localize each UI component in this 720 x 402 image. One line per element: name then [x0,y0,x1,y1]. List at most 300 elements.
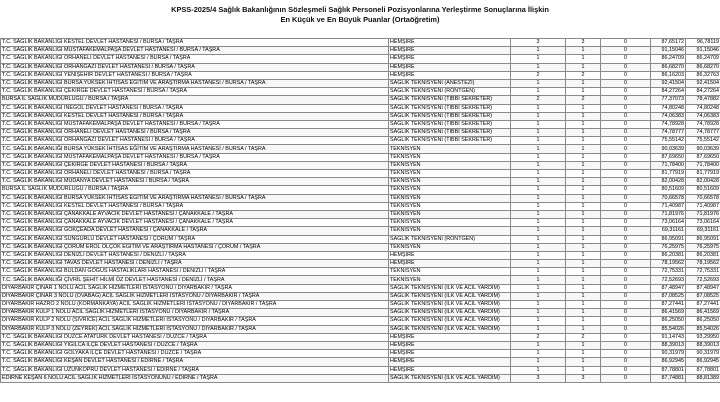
table-row [1,129,720,137]
max-score-cell: 80,51609 [686,186,720,194]
empty-cell: 0 [601,88,651,96]
empty-cell: 0 [601,276,651,284]
table-row [1,71,720,79]
table-row [1,276,720,284]
table-row [1,137,720,145]
institution-cell: T.C. SAĞLIK BAKANLIĞI ORHANELİ DEVLET HASTANESİ / BURSA / TAŞRA [1,170,389,178]
max-score-cell: 78,47882 [686,96,720,104]
min-score-cell: 87,74881 [651,374,686,382]
institution-cell: T.C. SAĞLIK BAKANLIĞI MUDANYA DEVLET HASTANESİ / BURSA / TAŞRA [1,178,389,186]
min-score-cell: 92,41504 [651,79,686,87]
placed-cell: 1 [566,79,601,87]
institution-cell: T.C. SAĞLIK BAKANLIĞI SUNGURLU DEVLET HASTANESİ / ÇORUM / TAŞRA [1,235,389,243]
min-score-cell: 72,75331 [651,268,686,276]
placed-cell: 1 [566,120,601,128]
min-score-cell: 81,77919 [651,170,686,178]
title-cell: SAĞLIK TEKNİSYENİ (İLK VE ACİL YARDIM) [389,284,511,292]
max-score-cell: 71,78400 [686,161,720,169]
institution-cell: T.C. SAĞLIK BAKANLIĞI DÜZCE ATATÜRK DEVLET HASTANESİ / DÜZCE / TAŞRA [1,333,389,341]
empty-cell: 0 [601,243,651,251]
table-row [1,170,720,178]
table-row [1,178,720,186]
empty-cell: 0 [601,333,651,341]
min-score-cell: 69,31161 [651,227,686,235]
quota-cell: 1 [511,309,566,317]
title-cell: TEKNİSYEN [389,210,511,218]
empty-cell: 0 [601,284,651,292]
title-cell: SAĞLIK TEKNİSYENİ (RÖNTGEN) [389,88,511,96]
max-score-cell: 88,39013 [686,341,720,349]
title-cell: HEMŞİRE [389,251,511,259]
min-score-cell: 73,06164 [651,219,686,227]
title-cell: TEKNİSYEN [389,161,511,169]
max-score-cell: 71,81976 [686,210,720,218]
table-row [1,260,720,268]
title-cell: TEKNİSYEN [389,268,511,276]
table-row [1,63,720,71]
title-cell: SAĞLIK TEKNİSYENİ (İLK VE ACİL YARDIM) [389,309,511,317]
table-row [1,333,720,341]
title-cell: HEMŞİRE [389,366,511,374]
max-score-cell: 87,69650 [686,153,720,161]
quota-cell: 1 [511,145,566,153]
quota-cell: 2 [511,96,566,104]
quota-cell: 1 [511,88,566,96]
min-score-cell: 87,27441 [651,301,686,309]
quota-cell: 1 [511,170,566,178]
max-score-cell: 81,77919 [686,170,720,178]
institution-cell: DİYARBAKIR KULP 2 NOLU (SİVRİCE) ACİL SAĞLIK HİZMETLERİ İSTASYONU / DİYARBAKIR / TAŞRA [1,317,389,325]
title-cell: HEMŞİRE [389,39,511,47]
title-cell: TEKNİSYEN [389,186,511,194]
placed-cell: 1 [566,317,601,325]
min-score-cell: 71,78400 [651,161,686,169]
quota-cell: 1 [511,219,566,227]
min-score-cell: 72,52693 [651,276,686,284]
title-cell: SAĞLIK TEKNİSYENİ (İLK VE ACİL YARDIM) [389,374,511,382]
empty-cell: 0 [601,170,651,178]
max-score-cell: 87,08525 [686,292,720,300]
page-title: KPSS-2025/4 Sağlık Bakanlığının Sözleşmeli Sağlık Personeli Pozisyonlarına Yerleştirme Sonuçlarına İlişkin [171,5,549,14]
quota-cell: 3 [511,374,566,382]
quota-cell: 1 [511,137,566,145]
quota-cell: 1 [511,276,566,284]
placed-cell: 1 [566,194,601,202]
table-row [1,251,720,259]
quota-cell: 1 [511,63,566,71]
table-row [1,325,720,333]
quota-cell: 1 [511,186,566,194]
max-score-cell: 70,66578 [686,194,720,202]
table-row [1,292,720,300]
min-score-cell: 71,81976 [651,210,686,218]
empty-cell: 0 [601,374,651,382]
quota-cell: 1 [511,112,566,120]
title-cell: SAĞLIK TEKNİSYENİ (TIBBİ SEKRETER) [389,96,511,104]
institution-cell: T.C. SAĞLIK BAKANLIĞI İNEGÖL DEVLET HASTANESİ / BURSA / TAŞRA [1,104,389,112]
min-score-cell: 84,27264 [651,88,686,96]
min-score-cell: 80,51609 [651,186,686,194]
institution-cell: T.C. SAĞLIK BAKANLIĞI BURSA YÜKSEK İHTİSAS EĞİTİM VE ARAŞTIRMA HASTANESİ / BURSA / TAŞRA [1,145,389,153]
institution-cell: T.C. SAĞLIK BAKANLIĞI DENİZLİ DEVLET HASTANESİ / DENİZLİ / TAŞRA [1,251,389,259]
min-score-cell: 78,19562 [651,260,686,268]
min-score-cell: 91,14743 [651,333,686,341]
table-row [1,268,720,276]
table-row [1,235,720,243]
placed-cell: 1 [566,104,601,112]
quota-cell: 1 [511,341,566,349]
empty-cell: 0 [601,194,651,202]
institution-cell: T.C. SAĞLIK BAKANLIĞI MUSTAFAKEMALPAŞA DEVLET HASTANESİ / BURSA / TAŞRA [1,153,389,161]
quota-cell: 1 [511,79,566,87]
title-cell: TEKNİSYEN [389,243,511,251]
empty-cell: 0 [601,178,651,186]
table-row [1,366,720,374]
empty-cell: 0 [601,251,651,259]
title-cell: HEMŞİRE [389,341,511,349]
max-score-cell: 86,24709 [686,55,720,63]
quota-cell: 1 [511,227,566,235]
max-score-cell: 74,78777 [686,129,720,137]
empty-cell: 0 [601,358,651,366]
min-score-cell: 86,16203 [651,71,686,79]
title-cell: SAĞLIK TEKNİSYENİ (ANESTEZİ) [389,79,511,87]
max-score-cell: 73,06164 [686,219,720,227]
placed-cell: 1 [566,366,601,374]
institution-cell: T.C. SAĞLIK BAKANLIĞI ÇANAKKALE AYVACIK DEVLET HASTANESİ / ÇANAKKALE / TAŞRA [1,219,389,227]
min-score-cell: 86,25050 [651,317,686,325]
placed-cell: 1 [566,243,601,251]
placed-cell: 3 [566,39,601,47]
table-row [1,112,720,120]
title-cell: SAĞLIK TEKNİSYENİ (TIBBİ SEKRETER) [389,112,511,120]
empty-cell: 0 [601,309,651,317]
table-row [1,374,720,382]
min-score-cell: 76,25975 [651,243,686,251]
placed-cell: 1 [566,292,601,300]
max-score-cell: 74,06383 [686,112,720,120]
table-row [1,145,720,153]
title-cell: TEKNİSYEN [389,170,511,178]
placed-cell: 1 [566,276,601,284]
quota-cell: 1 [511,55,566,63]
min-score-cell: 86,95091 [651,235,686,243]
placed-cell: 1 [566,325,601,333]
title-cell: SAĞLIK TEKNİSYENİ (İLK VE ACİL YARDIM) [389,325,511,333]
empty-cell: 0 [601,129,651,137]
min-score-cell: 70,66578 [651,194,686,202]
empty-cell: 0 [601,63,651,71]
institution-cell: BURSA İL SAĞLIK MÜDÜRLÜĞÜ / BURSA / TAŞRA [1,186,389,194]
max-score-cell: 91,15046 [686,47,720,55]
title-cell: SAĞLIK TEKNİSYENİ (İLK VE ACİL YARDIM) [389,317,511,325]
title-cell: HEMŞİRE [389,358,511,366]
table-row [1,39,720,47]
max-score-cell: 76,25975 [686,243,720,251]
placed-cell: 1 [566,251,601,259]
results-table [0,38,720,383]
empty-cell: 0 [601,219,651,227]
empty-cell: 0 [601,325,651,333]
quota-cell: 1 [511,153,566,161]
empty-cell: 0 [601,317,651,325]
title-cell: TEKNİSYEN [389,145,511,153]
placed-cell: 1 [566,268,601,276]
min-score-cell: 88,39013 [651,341,686,349]
max-score-cell: 93,29950 [686,333,720,341]
placed-cell: 1 [566,55,601,63]
min-score-cell: 87,69650 [651,153,686,161]
institution-cell: T.C. SAĞLIK BAKANLIĞI MUSTAFAKEMALPAŞA DEVLET HASTANESİ / BURSA / TAŞRA [1,120,389,128]
title-cell: SAĞLIK TEKNİSYENİ (İLK VE ACİL YARDIM) [389,292,511,300]
placed-cell: 1 [566,153,601,161]
institution-cell: T.C. SAĞLIK BAKANLIĞI YENİŞEHİR DEVLET HASTANESİ / BURSA / TAŞRA [1,71,389,79]
empty-cell: 0 [601,292,651,300]
max-score-cell: 86,32763 [686,71,720,79]
quota-cell: 1 [511,317,566,325]
table-row [1,88,720,96]
max-score-cell: 82,00428 [686,178,720,186]
title-cell: TEKNİSYEN [389,276,511,284]
max-score-cell: 86,95091 [686,235,720,243]
table-row [1,210,720,218]
placed-cell: 1 [566,129,601,137]
max-score-cell: 75,55142 [686,137,720,145]
min-score-cell: 82,00428 [651,178,686,186]
placed-cell: 1 [566,178,601,186]
placed-cell: 1 [566,219,601,227]
empty-cell: 0 [601,210,651,218]
placed-cell: 1 [566,88,601,96]
quota-cell: 1 [511,366,566,374]
institution-cell: T.C. SAĞLIK BAKANLIĞI KESTEL DEVLET HASTANESİ / BURSA / TAŞRA [1,112,389,120]
empty-cell: 0 [601,350,651,358]
max-score-cell: 90,03639 [686,145,720,153]
min-score-cell: 86,24709 [651,55,686,63]
quota-cell: 1 [511,120,566,128]
empty-cell: 0 [601,366,651,374]
title-cell: HEMŞİRE [389,350,511,358]
min-score-cell: 87,65172 [651,39,686,47]
title-cell: SAĞLIK TEKNİSYENİ (İLK VE ACİL YARDIM) [389,301,511,309]
institution-cell: T.C. SAĞLIK BAKANLIĞI ÇİVRİL ŞEHİT HİLMİ ÖZ DEVLET HASTANESİ / DENİZLİ / TAŞRA [1,276,389,284]
placed-cell: 1 [566,341,601,349]
institution-cell: BURSA İL SAĞLIK MÜDÜRLÜĞÜ / BURSA / TAŞRA [1,96,389,104]
institution-cell: T.C. SAĞLIK BAKANLIĞI BULDAN GÖĞÜS HASTALIKLARI HASTANESİ / DENİZLİ / TAŞRA [1,268,389,276]
max-score-cell: 78,19562 [686,260,720,268]
quota-cell: 1 [511,292,566,300]
institution-cell: T.C. SAĞLIK BAKANLIĞI ÇEKİRGE DEVLET HASTANESİ / BURSA / TAŞRA [1,161,389,169]
institution-cell: T.C. SAĞLIK BAKANLIĞI KESTEL DEVLET HASTANESİ / BURSA / TAŞRA [1,39,389,47]
quota-cell: 1 [511,47,566,55]
empty-cell: 0 [601,202,651,210]
max-score-cell: 90,31979 [686,350,720,358]
quota-cell: 2 [511,333,566,341]
min-score-cell: 74,80248 [651,104,686,112]
empty-cell: 0 [601,153,651,161]
institution-cell: DİYARBAKIR HAZRO 2 NOLU (KORMANKAYA) ACİL SAĞLIK HİZMETLERİ İSTASYONU / DİYARBAKIR / TAŞRA [1,301,389,309]
title-cell: HEMŞİRE [389,260,511,268]
placed-cell: 1 [566,186,601,194]
table-body [1,39,720,383]
empty-cell: 0 [601,268,651,276]
title-cell: TEKNİSYEN [389,194,511,202]
institution-cell: T.C. SAĞLIK BAKANLIĞI ORHANGAZİ DEVLET HASTANESİ / BURSA / TAŞRA [1,63,389,71]
table-row [1,194,720,202]
placed-cell: 1 [566,112,601,120]
table-row [1,96,720,104]
title-cell: TEKNİSYEN [389,227,511,235]
min-score-cell: 87,08525 [651,292,686,300]
empty-cell: 0 [601,161,651,169]
empty-cell: 0 [601,39,651,47]
max-score-cell: 69,31161 [686,227,720,235]
table-row [1,153,720,161]
placed-cell: 1 [566,137,601,145]
table-row [1,161,720,169]
institution-cell: T.C. SAĞLIK BAKANLIĞI BURSA YÜKSEK İHTİSAS EĞİTİM VE ARAŞTIRMA HASTANESİ / BURSA / TAŞRA [1,194,389,202]
title-cell: SAĞLIK TEKNİSYENİ (TIBBİ SEKRETER) [389,120,511,128]
title-cell: HEMŞİRE [389,63,511,71]
institution-cell: EDİRNE KEŞAN 6 NOLU ACİL SAĞLIK HİZMETLERİ İSTASYONUNU / EDİRNE / TAŞRA [1,374,389,382]
placed-cell: 1 [566,47,601,55]
quota-cell: 1 [511,104,566,112]
max-score-cell: 74,80248 [686,104,720,112]
max-score-cell: 87,27441 [686,301,720,309]
max-score-cell: 72,52693 [686,276,720,284]
table-row [1,47,720,55]
table-row [1,284,720,292]
quota-cell: 1 [511,301,566,309]
placed-cell: 3 [566,374,601,382]
institution-cell: T.C. SAĞLIK BAKANLIĞI ORHANELİ DEVLET HASTANESİ / BURSA / TAŞRA [1,55,389,63]
quota-cell: 3 [511,39,566,47]
institution-cell: T.C. SAĞLIK BAKANLIĞI KESTEL DEVLET HASTANESİ / BURSA / TAŞRA [1,202,389,210]
title-cell: SAĞLIK TEKNİSYENİ (RÖNTGEN) [389,235,511,243]
institution-cell: T.C. SAĞLIK BAKANLIĞI YIĞILCA İLÇE DEVLET HASTANESİ / DÜZCE / TAŞRA [1,341,389,349]
table-row [1,350,720,358]
empty-cell: 0 [601,71,651,79]
institution-cell: DİYARBAKIR ÇINAR 3 NOLU (OVABAĞ) ACİL SAĞLIK HİZMETLERİ İSTASYONU / DİYARBAKIR / TAŞRA [1,292,389,300]
quota-cell: 1 [511,350,566,358]
title-cell: HEMŞİRE [389,71,511,79]
placed-cell: 1 [566,301,601,309]
max-score-cell: 72,75331 [686,268,720,276]
empty-cell: 0 [601,96,651,104]
placed-cell: 1 [566,227,601,235]
institution-cell: DİYARBAKIR ÇINAR 1 NOLU ACİL SAĞLIK HİZMETLERİ İSTASYONU / DİYARBAKIR / TAŞRA [1,284,389,292]
quota-cell: 1 [511,268,566,276]
title-cell: TEKNİSYEN [389,153,511,161]
empty-cell: 0 [601,137,651,145]
empty-cell: 0 [601,112,651,120]
empty-cell: 0 [601,47,651,55]
table-row [1,341,720,349]
empty-cell: 0 [601,145,651,153]
institution-cell: T.C. SAĞLIK BAKANLIĞI GÖKÇEADA DEVLET HASTANESİ / ÇANAKKALE / TAŞRA [1,227,389,235]
table-row [1,79,720,87]
institution-cell: T.C. SAĞLIK BAKANLIĞI ORHANGAZİ DEVLET HASTANESİ / BURSA / TAŞRA [1,137,389,145]
quota-cell: 1 [511,358,566,366]
quota-cell: 1 [511,194,566,202]
min-score-cell: 87,78801 [651,366,686,374]
placed-cell: 1 [566,358,601,366]
table-row [1,227,720,235]
min-score-cell: 74,78777 [651,129,686,137]
max-score-cell: 87,78801 [686,366,720,374]
quota-cell: 2 [511,71,566,79]
institution-cell: T.C. SAĞLIK BAKANLIĞI ÇEKİRGE DEVLET HASTANESİ / BURSA / TAŞRA [1,88,389,96]
title-cell: TEKNİSYEN [389,202,511,210]
institution-cell: T.C. SAĞLIK BAKANLIĞI KEŞAN DEVLET HASTANESİ / EDİRNE / TAŞRA [1,358,389,366]
quota-cell: 1 [511,210,566,218]
min-score-cell: 90,03639 [651,145,686,153]
max-score-cell: 86,41569 [686,309,720,317]
title-cell: TEKNİSYEN [389,178,511,186]
quota-cell: 1 [511,243,566,251]
empty-cell: 0 [601,341,651,349]
title-cell: SAĞLIK TEKNİSYENİ (TIBBİ SEKRETER) [389,129,511,137]
table-row [1,243,720,251]
placed-cell: 1 [566,284,601,292]
table-row [1,309,720,317]
placed-cell: 2 [566,333,601,341]
quota-cell: 1 [511,325,566,333]
empty-cell: 0 [601,79,651,87]
min-score-cell: 71,40987 [651,202,686,210]
placed-cell: 1 [566,350,601,358]
table-row [1,358,720,366]
max-score-cell: 84,27264 [686,88,720,96]
placed-cell: 2 [566,96,601,104]
table-row [1,186,720,194]
placed-cell: 1 [566,235,601,243]
placed-cell: 1 [566,170,601,178]
quota-cell: 1 [511,251,566,259]
placed-cell: 1 [566,309,601,317]
min-score-cell: 85,54026 [651,325,686,333]
table-row [1,219,720,227]
placed-cell: 1 [566,63,601,71]
min-score-cell: 86,41569 [651,309,686,317]
empty-cell: 0 [601,260,651,268]
min-score-cell: 75,55142 [651,137,686,145]
institution-cell: T.C. SAĞLIK BAKANLIĞI ORHANELİ DEVLET HASTANESİ / BURSA / TAŞRA [1,129,389,137]
max-score-cell: 96,78119 [686,39,720,47]
institution-cell: DİYARBAKIR KULP 1 NOLU ACİL SAĞLIK HİZMETLERİ İSTASYONU / DİYARBAKIR / TAŞRA [1,309,389,317]
min-score-cell: 86,20381 [651,251,686,259]
placed-cell: 1 [566,202,601,210]
table-row [1,55,720,63]
min-score-cell: 77,37073 [651,96,686,104]
table-row [1,120,720,128]
empty-cell: 0 [601,301,651,309]
min-score-cell: 87,48947 [651,284,686,292]
title-cell: HEMŞİRE [389,47,511,55]
empty-cell: 0 [601,104,651,112]
quota-cell: 1 [511,284,566,292]
max-score-cell: 85,54026 [686,325,720,333]
institution-cell: T.C. SAĞLIK BAKANLIĞI GÖLYAKA İLÇE DEVLET HASTANESİ / DÜZCE / TAŞRA [1,350,389,358]
max-score-cell: 74,78928 [686,120,720,128]
max-score-cell: 87,48947 [686,284,720,292]
title-cell: HEMŞİRE [389,333,511,341]
max-score-cell: 92,41504 [686,79,720,87]
min-score-cell: 90,31979 [651,350,686,358]
placed-cell: 2 [566,71,601,79]
min-score-cell: 74,78928 [651,120,686,128]
max-score-cell: 86,68270 [686,63,720,71]
